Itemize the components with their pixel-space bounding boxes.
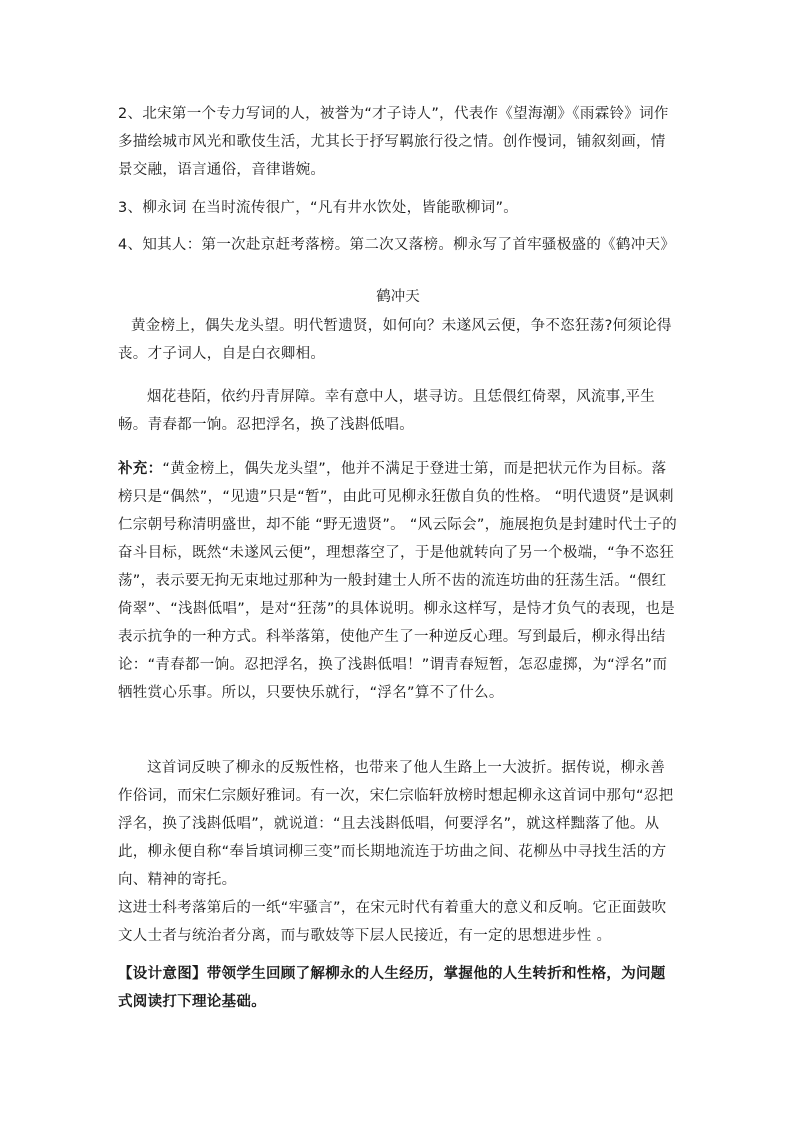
poem-title: 鹤冲天 [376, 289, 420, 305]
supplement-paragraph [118, 455, 678, 707]
poem-stanza-2: 烟花巷陌，依约丹青屏障。幸有意中人，堪寻访。且恁偎红倚翠，风流事,平生畅。青春都一饷。忍把浮名，换了浅斟低唱。 [118, 389, 656, 433]
design-intent: 【设计意图】带领学生回顾了解柳永的人生经历，掌握他的人生转折和性格，为问题式阅读打下理论基础。 [118, 966, 666, 1010]
poem-stanza-1: 黄金榜上，偶失龙头望。明代暂遗贤，如何向？未遂风云便，争不恣狂荡?何须论得丧。才子词人，自是白衣卿相。 [118, 318, 672, 362]
supplement-text: “黄金榜上，偶失龙头望”，他并不满足于登进士第，而是把状元作为目标。落榜只是“偶然”，“见遗”只是“暂”，由此可见柳永狂傲自负的性格。 “明代遗贤”是讽刺仁宗朝号称清明盛世，却不能 “野无遗贤”。 “风云际会”，施展抱负是封建时代士子的奋斗目标，既然“未遂风云便”，理想落空了，于是他就转向了另一个极端，“争不恣狂荡”，表示要无拘无束地过那种为一般封建士人所不齿的流连坊曲的狂荡生活。“偎红倚翠”、“浅斟低唱”，是对“狂荡”的具体说明。柳永这样写，是恃才负气的表现，也是表示抗争的一种方式。科举落第，使他产生了一种逆反心理。写到最后，柳永得出结论：“青春都一饷。忍把浮名，换了浅斟低唱！”谓青春短暂，怎忍虚掷，为“浮名”而牺牲赏心乐事。所以，只要快乐就行，“浮名”算不了什么。 [118, 461, 678, 701]
analysis-paragraph: 这首词反映了柳永的反叛性格，也带来了他人生路上一大波折。据传说，柳永善作俗词，而宋仁宗颇好雅词。有一次，宋仁宗临轩放榜时想起柳永这首词中那句“忍把浮名，换了浅斟低唱”，就说道：“且去浅斟低唱，何要浮名”，就这样黜落了他。从此，柳永便自称“奉旨填词柳三变”而长期地流连于坊曲之间、花柳丛中寻找生活的方向、精神的寄托。 [118, 760, 674, 888]
list-item-3: 3、柳永词 在当时流传很广，“凡有井水饮处，皆能歌柳词”。 [118, 200, 519, 216]
conclusion-paragraph: 这进士科考落第后的一纸“牢骚言”，在宋元时代有着重大的意义和反响。它正面鼓吹文人士者与统治者分离，而与歌妓等下层人民接近，有一定的思想进步性 。 [118, 900, 667, 944]
list-item-4: 4、知其人：第一次赴京赶考落榜。第二次又落榜。柳永写了首牢骚极盛的《鹤冲天》 [118, 237, 676, 253]
list-item-2: 2、北宋第一个专力写词的人，被誉为“才子诗人”，代表作《望海潮》《雨霖铃》词作多描绘城市风光和歌伎生活，尤其长于抒写羁旅行役之情。创作慢词，铺叙刻画，情景交融，语言通俗，音律谐婉。 [118, 106, 669, 178]
supplement-label: 补充： [118, 461, 163, 477]
